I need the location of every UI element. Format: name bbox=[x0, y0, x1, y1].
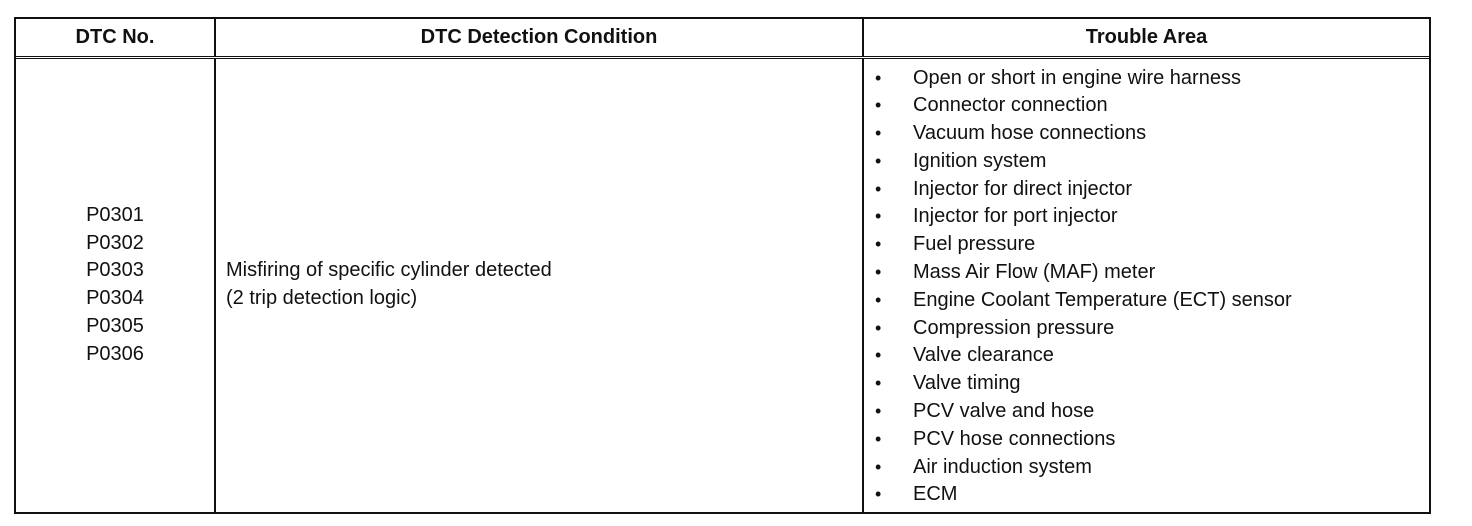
condition-line: Misfiring of specific cylinder detected bbox=[226, 259, 552, 282]
bullet-icon: • bbox=[875, 178, 882, 199]
list-item bbox=[864, 259, 1429, 287]
list-item bbox=[864, 315, 1429, 343]
bullet-icon: • bbox=[875, 373, 882, 394]
trouble-item-label: Fuel pressure bbox=[913, 233, 1036, 256]
list-item bbox=[864, 481, 1429, 509]
trouble-item-label: Vacuum hose connections bbox=[913, 122, 1147, 145]
trouble-item-label: PCV valve and hose bbox=[913, 400, 1095, 423]
trouble-item-label: Engine Coolant Temperature (ECT) sensor bbox=[913, 288, 1292, 311]
list-item bbox=[864, 426, 1429, 454]
dtc-table-grid bbox=[16, 19, 1429, 512]
bullet-icon: • bbox=[875, 345, 882, 366]
list-item bbox=[864, 398, 1429, 426]
list-item bbox=[864, 176, 1429, 204]
trouble-item-label: Ignition system bbox=[913, 149, 1047, 172]
trouble-item-label: Valve clearance bbox=[913, 344, 1054, 367]
dtc-code: P0302 bbox=[86, 231, 144, 254]
header-trouble-area: Trouble Area bbox=[863, 19, 1429, 57]
header-dtc-no: DTC No. bbox=[16, 19, 215, 57]
list-item bbox=[864, 454, 1429, 482]
dtc-code: P0303 bbox=[86, 259, 144, 282]
list-item bbox=[864, 203, 1429, 231]
bullet-icon: • bbox=[875, 206, 882, 227]
trouble-item-label: Open or short in engine wire harness bbox=[913, 66, 1241, 89]
list-item bbox=[864, 287, 1429, 315]
trouble-item-label: Connector connection bbox=[913, 94, 1108, 117]
trouble-area-cell bbox=[863, 57, 1429, 512]
list-item bbox=[864, 370, 1429, 398]
dtc-code: P0306 bbox=[86, 342, 144, 365]
bullet-icon: • bbox=[875, 401, 882, 422]
trouble-item-label: Injector for direct injector bbox=[913, 177, 1132, 200]
trouble-item-label: Valve timing bbox=[913, 372, 1021, 395]
bullet-icon: • bbox=[875, 317, 882, 338]
trouble-item-label: ECM bbox=[913, 483, 958, 506]
trouble-item-label: Air induction system bbox=[913, 455, 1092, 478]
condition-line: (2 trip detection logic) bbox=[226, 287, 418, 310]
dtc-codes-cell bbox=[16, 57, 215, 512]
header-row bbox=[16, 19, 1429, 57]
list-item bbox=[864, 148, 1429, 176]
detection-condition-cell bbox=[215, 57, 863, 512]
trouble-item-label: PCV hose connections bbox=[913, 427, 1116, 450]
bullet-icon: • bbox=[875, 95, 882, 116]
list-item bbox=[864, 120, 1429, 148]
bullet-icon: • bbox=[875, 234, 882, 255]
dtc-code: P0305 bbox=[86, 315, 144, 338]
trouble-item-label: Injector for port injector bbox=[913, 205, 1118, 228]
header-detection-condition: DTC Detection Condition bbox=[215, 19, 863, 57]
bullet-icon: • bbox=[875, 456, 882, 477]
trouble-item-label: Mass Air Flow (MAF) meter bbox=[913, 261, 1156, 284]
bullet-icon: • bbox=[875, 67, 882, 88]
trouble-item-label: Compression pressure bbox=[913, 316, 1115, 339]
bullet-icon: • bbox=[875, 484, 882, 505]
dtc-table bbox=[14, 17, 1431, 514]
trouble-area-list bbox=[864, 65, 1429, 510]
list-item bbox=[864, 65, 1429, 93]
list-item bbox=[864, 342, 1429, 370]
dtc-code: P0304 bbox=[86, 287, 144, 310]
list-item bbox=[864, 92, 1429, 120]
dtc-code: P0301 bbox=[86, 203, 144, 226]
bullet-icon: • bbox=[875, 150, 882, 171]
list-item bbox=[864, 231, 1429, 259]
bullet-icon: • bbox=[875, 123, 882, 144]
bullet-icon: • bbox=[875, 428, 882, 449]
bullet-icon: • bbox=[875, 262, 882, 283]
table-row bbox=[16, 57, 1429, 512]
bullet-icon: • bbox=[875, 289, 882, 310]
